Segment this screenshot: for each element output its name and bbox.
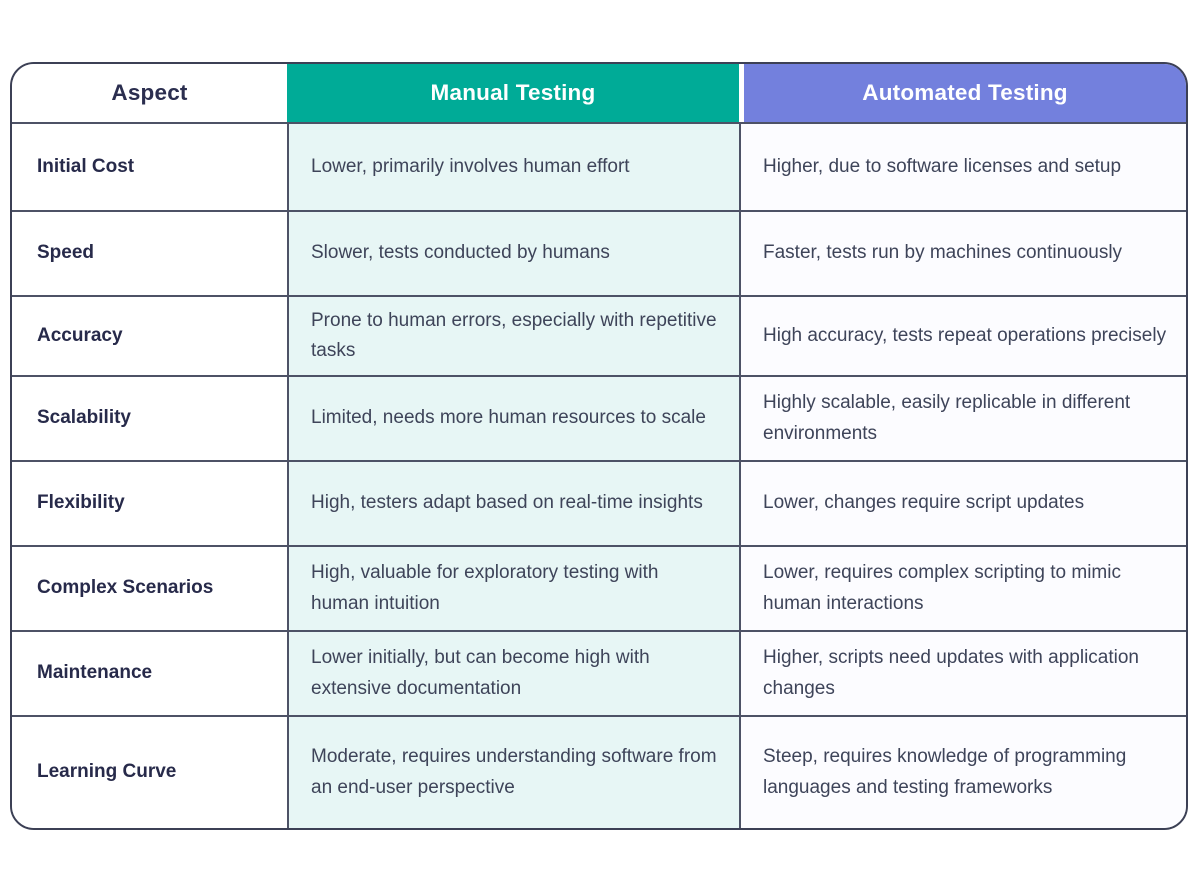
- aspect-cell: Initial Cost: [12, 122, 287, 210]
- automated-cell: Higher, due to software licenses and setup: [739, 122, 1186, 210]
- aspect-cell: Complex Scenarios: [12, 545, 287, 630]
- automated-cell: Lower, changes require script updates: [739, 460, 1186, 545]
- automated-testing-header-cell: Automated Testing: [739, 64, 1186, 122]
- automated-cell: Higher, scripts need updates with application changes: [739, 630, 1186, 715]
- manual-cell: Lower initially, but can become high with extensive documentation: [287, 630, 739, 715]
- automated-cell: Steep, requires knowledge of programming languages and testing frameworks: [739, 715, 1186, 828]
- manual-cell: Prone to human errors, especially with repetitive tasks: [287, 295, 739, 375]
- aspect-cell: Accuracy: [12, 295, 287, 375]
- manual-cell: Limited, needs more human resources to scale: [287, 375, 739, 460]
- manual-cell: Moderate, requires understanding software from an end-user perspective: [287, 715, 739, 828]
- manual-cell: Slower, tests conducted by humans: [287, 210, 739, 295]
- comparison-table: [10, 62, 1188, 830]
- manual-testing-header-cell: Manual Testing: [287, 64, 739, 122]
- aspect-header-cell: Aspect: [12, 64, 287, 122]
- aspect-cell: Speed: [12, 210, 287, 295]
- automated-cell: Faster, tests run by machines continuously: [739, 210, 1186, 295]
- automated-cell: Highly scalable, easily replicable in different environments: [739, 375, 1186, 460]
- manual-cell: Lower, primarily involves human effort: [287, 122, 739, 210]
- manual-cell: High, testers adapt based on real-time insights: [287, 460, 739, 545]
- automated-cell: Lower, requires complex scripting to mimic human interactions: [739, 545, 1186, 630]
- aspect-cell: Scalability: [12, 375, 287, 460]
- aspect-cell: Learning Curve: [12, 715, 287, 828]
- aspect-cell: Flexibility: [12, 460, 287, 545]
- manual-cell: High, valuable for exploratory testing with human intuition: [287, 545, 739, 630]
- aspect-cell: Maintenance: [12, 630, 287, 715]
- automated-cell: High accuracy, tests repeat operations precisely: [739, 295, 1186, 375]
